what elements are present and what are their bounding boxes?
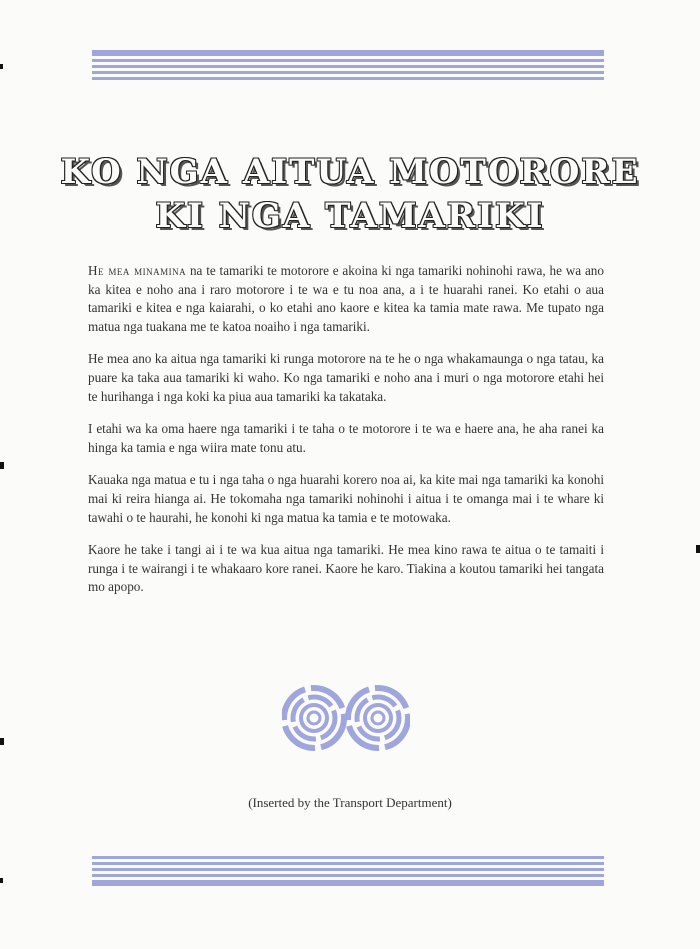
scan-mark (0, 878, 3, 883)
emblem-disc-right (348, 688, 408, 748)
page-title (50, 150, 650, 238)
title-line-2: KI NGA TAMARIKI (155, 196, 545, 236)
top-stripe-band (92, 50, 604, 83)
transport-emblem-icon (282, 682, 410, 754)
paragraph: He mea ano ka aitua nga tamariki ki runga motorore na te he o nga whakamaunga o nga tatau, ka puare ka taka aua tamariki ki waho. Ko nga tamariki e noho ana i muri o nga motorore etahi hei te hurihanga i nga koki ka piua aua tamariki ka takataka. (88, 351, 604, 404)
paragraph (88, 262, 604, 336)
paragraph: Kauaka nga matua e tu i nga taha o nga huarahi korero noa ai, ka kite mai nga tamariki ka konohi mai ki reira hianga ai. He tokomaha nga tamariki nohinohi i aitua i te omanga mai i te whare ki tawahi o te haurahi, he konohi ki nga matua ka tamia e te motowaka. (88, 472, 604, 525)
scan-mark (0, 738, 4, 745)
article-body (88, 262, 604, 611)
paragraph: I etahi wa ka oma haere nga tamariki i te taha o te motorore i te wa e haere ana, he aha ranei ka hinga ka tamia e nga wiira mate tonu atu. (88, 421, 604, 455)
title-line-1: KO NGA AITUA MOTORORE (60, 152, 640, 192)
emblem-disc-left (284, 688, 344, 748)
paragraph-lead: He mea minamina (88, 263, 187, 278)
bottom-stripe-band (92, 856, 604, 889)
paragraph: Kaore he take i tangi ai i te wa kua aitua nga tamariki. He mea kino rawa te aitua o te tamaiti i runga i te wairangi i te whakaaro kore ranei. Kaore he karo. Tiakina a koutou tamariki hei tangata mo apopo. (88, 542, 604, 595)
credit-line: (Inserted by the Transport Department) (248, 795, 452, 810)
scan-mark (696, 545, 700, 553)
scan-mark (0, 64, 3, 69)
scan-mark (0, 462, 4, 469)
paragraph-text: na te tamariki te motorore e akoina ki nga tamariki nohinohi rawa, he wa ano ka kitea e noho ana i raro motorore i te wa e tu noa ana, a i te huarahi ranei. Ko etahi o aua tamariki e kitea e nga kaiarahi, o ko etahi ano kaore e kitea ka tamia mate rawa. Me tupato nga matua nga tuakana me te katoa noaiho i nga tamariki. (88, 263, 604, 334)
